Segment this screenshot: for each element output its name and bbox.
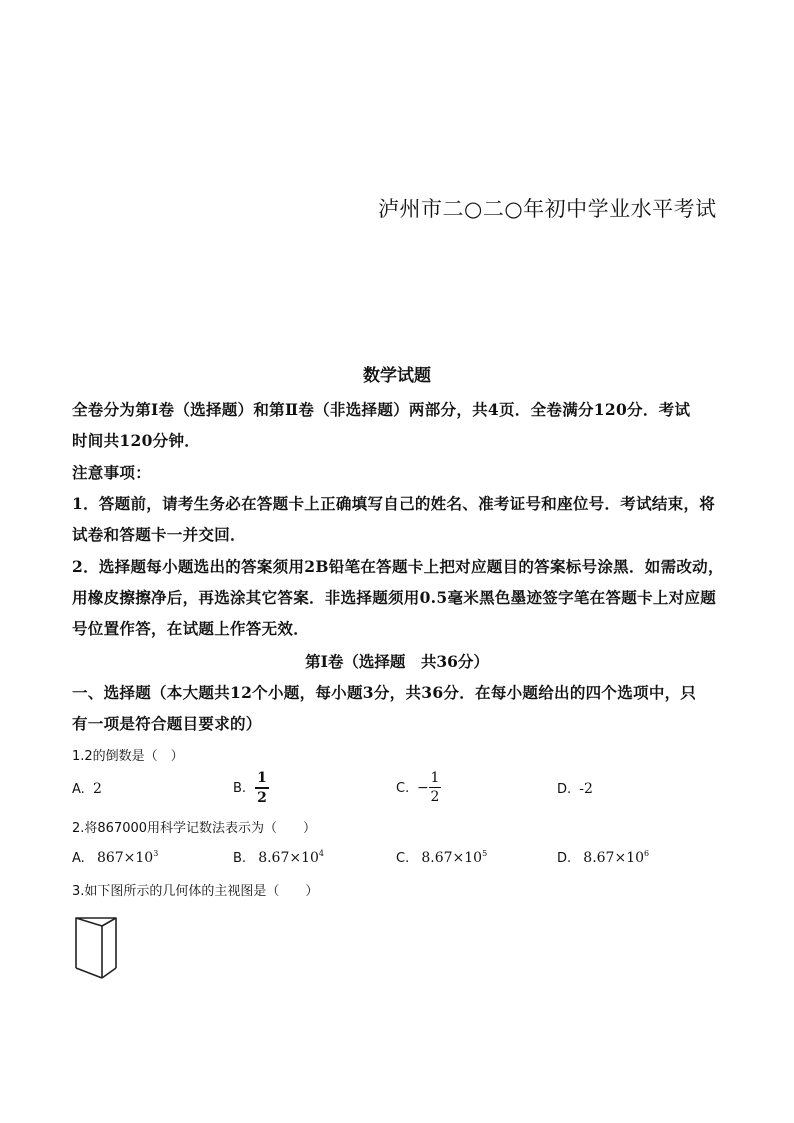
option-value: -2 [579,781,593,797]
q1-option-b-label: B. [233,781,247,796]
section1-line-2: 有一项是符合题目要求的） [72,714,262,733]
option-base: 8.67×10 [258,850,319,866]
subject-title: 数学试题 [363,366,431,386]
notice-2-line-3: 号位置作答，在试题上作答无效． [72,619,310,638]
question-3-stem: 3.如下图所示的几何体的主视图是（ ） [72,884,319,899]
question-2-stem: 2.将867000用科学记数法表示为（ ） [72,821,317,836]
option-exponent: 6 [644,849,650,858]
option-exponent: 4 [318,849,325,858]
fraction-bar [255,787,269,789]
triangular-prism-figure-icon [72,912,122,982]
option-label: D. [557,782,572,797]
fraction-numerator: 1 [257,770,267,786]
option-value [258,850,324,866]
fraction-denominator: 2 [257,789,267,806]
section1-line-1: 一、选择题（本大题共12个小题，每小题3分，共36分．在每小题给出的四个选项中，只 [72,683,697,702]
notice-2-line-2: 用橡皮擦擦净后，再选涂其它答案．非选择题须用0.5毫米黑色墨迹签字笔在答题卡上对应题 [72,588,717,607]
q2-option-d [557,849,649,866]
option-value [97,850,158,866]
option-label: D. [557,851,572,866]
q1-option-b-fraction [255,770,269,806]
q2-option-a [72,849,158,866]
notice-1-line-2: 试卷和答题卡一并交回． [72,525,246,544]
q1-option-a [72,781,102,797]
q1-option-c-fraction [429,770,441,805]
option-base: 8.67×10 [421,850,483,866]
notice-2-line-1: 2．选择题每小题选出的答案须用2B铅笔在答题卡上把对应题目的答案标号涂黑．如需改动， [72,557,724,576]
fraction-numerator: 1 [430,770,440,786]
q2-option-c [396,849,487,866]
option-label: A. [72,782,85,797]
option-value [421,850,487,866]
exam-title: 泸州市二○二○年初中学业水平考试 [378,197,717,221]
question-1-stem: 1.2的倒数是（ ） [72,749,184,764]
intro-line-1: 全卷分为第Ⅰ卷（选择题）和第Ⅱ卷（非选择题）两部分，共4页．全卷满分120分．考试 [72,400,691,419]
part1-title: 第Ⅰ卷（选择题 共36分） [305,652,489,671]
option-label: A. [72,851,85,866]
option-label: B. [233,851,247,866]
q1-option-d [557,781,593,797]
notice-heading: 注意事项： [72,463,152,482]
q2-option-b [233,849,324,866]
intro-line-2: 时间共120分钟． [72,431,201,450]
option-base: 8.67×10 [583,850,645,866]
option-value: 2 [92,781,102,797]
fraction-bar [429,787,441,788]
notice-1-line-1: 1．答题前，请考生务必在答题卡上正确填写自己的姓名、准考证号和座位号．考试结束，将 [72,494,716,513]
option-exponent: 5 [482,849,488,858]
fraction-denominator: 2 [430,789,440,805]
q1-option-c-label: C. [396,781,410,796]
option-base: 867×10 [96,850,154,866]
option-label: C. [396,851,410,866]
q1-option-c-sign: − [417,780,429,796]
option-value [583,850,649,866]
option-exponent: 3 [153,849,159,858]
